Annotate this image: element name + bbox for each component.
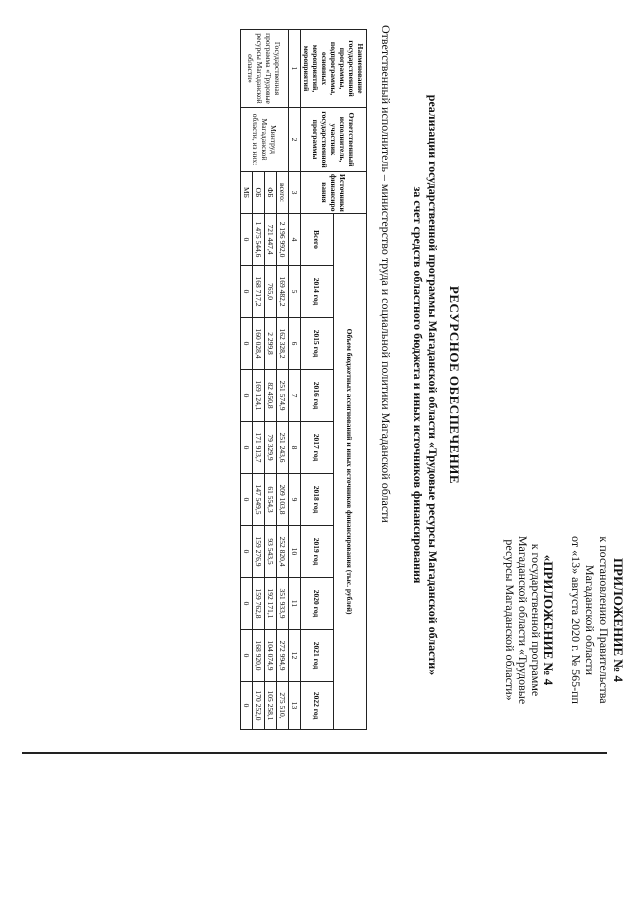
value-cell: 1 475 544,6: [253, 214, 265, 266]
appendix-heading: ПРИЛОЖЕНИЕ № 4: [611, 557, 626, 683]
value-cell: 0: [241, 370, 253, 422]
header-cell: 2015 год: [301, 318, 334, 370]
value-cell: 0: [241, 474, 253, 526]
value-cell: 82 450,8: [265, 370, 277, 422]
appendix-line: к постановлению Правительства: [597, 536, 611, 704]
value-cell: 765,0: [265, 266, 277, 318]
column-number: 1: [289, 30, 301, 108]
column-number: 7: [289, 370, 301, 422]
header-cell: Объем бюджетных ассигнований и иных источников финансирования (тыс. рублей): [334, 214, 367, 730]
value-cell: 160 028,4: [253, 318, 265, 370]
value-cell: 0: [241, 214, 253, 266]
value-cell: 252 820,4: [277, 526, 289, 578]
value-cell: 0: [241, 526, 253, 578]
appendix-inner-line: к государственной программе: [529, 543, 543, 697]
column-number: 13: [289, 682, 301, 730]
value-cell: 2 299,8: [265, 318, 277, 370]
resources-table: [240, 29, 367, 730]
value-cell: 0: [241, 630, 253, 682]
value-cell: 159 762,8: [253, 578, 265, 630]
header-cell: 2018 год: [301, 474, 334, 526]
column-number: 12: [289, 630, 301, 682]
appendix-inner-heading: «ПРИЛОЖЕНИЕ № 4: [541, 554, 556, 686]
value-cell: 171 913,7: [253, 422, 265, 474]
value-cell: 170 252,0: [253, 682, 265, 730]
value-cell: 0: [241, 318, 253, 370]
value-cell: 169 124,1: [253, 370, 265, 422]
column-number: 10: [289, 526, 301, 578]
value-cell: 272 994,9: [277, 630, 289, 682]
title-sub: реализации государственной программы Магаданской области «Трудовые ресурсы Магаданской области»: [426, 94, 440, 676]
source-cell: всего:: [277, 172, 289, 214]
source-cell: ФБ: [265, 172, 277, 214]
header-cell: Источники финансиро вания: [301, 172, 367, 214]
value-cell: 192 171,1: [265, 578, 277, 630]
value-cell: 2 196 992,0: [277, 214, 289, 266]
document-title: [410, 25, 462, 745]
value-cell: 169 482,2: [277, 266, 289, 318]
value-cell: 251 243,6: [277, 422, 289, 474]
table-row: [277, 30, 289, 730]
header-cell: 2019 год: [301, 526, 334, 578]
column-number: 11: [289, 578, 301, 630]
appendix-inner-line: ресурсы Магаданской области»: [503, 539, 517, 701]
table-header-row: [334, 30, 367, 730]
column-number-row: [289, 30, 301, 730]
value-cell: 0: [241, 578, 253, 630]
header-cell: Ответственный исполнитель, участник государственной программы: [301, 108, 367, 172]
header-cell: 2021 год: [301, 630, 334, 682]
header-cell: Наименование государственной программы, подпрограммы, основных мероприятий, мероприятий: [301, 30, 367, 108]
header-cell: 2014 год: [301, 266, 334, 318]
value-cell: 0: [241, 422, 253, 474]
appendix-inner-block: [503, 495, 555, 745]
value-cell: 147 549,5: [253, 474, 265, 526]
value-cell: 0: [241, 682, 253, 730]
value-cell: 168 717,2: [253, 266, 265, 318]
column-number: 9: [289, 474, 301, 526]
value-cell: 104 074,9: [265, 630, 277, 682]
value-cell: 209 103,8: [277, 474, 289, 526]
title-main: РЕСУРСНОЕ ОБЕСПЕЧЕНИЕ: [447, 285, 462, 485]
header-cell: 2016 год: [301, 370, 334, 422]
column-number: 2: [289, 108, 301, 172]
value-cell: 162 328,2: [277, 318, 289, 370]
value-cell: 0: [241, 266, 253, 318]
appendix-inner-line: Магаданской области «Трудовые: [516, 535, 530, 705]
column-number: 8: [289, 422, 301, 474]
executor-line: Ответственный исполнитель – министерство труда и социальной политики Магаданской области: [379, 25, 393, 523]
source-cell: ОБ: [253, 172, 265, 214]
value-cell: 168 920,0: [253, 630, 265, 682]
value-cell: 721 447,4: [265, 214, 277, 266]
rotated-page: [230, 25, 625, 745]
value-cell: 105 258,1: [265, 682, 277, 730]
header-cell: 2017 год: [301, 422, 334, 474]
value-cell: 61 554,3: [265, 474, 277, 526]
value-cell: 251 574,9: [277, 370, 289, 422]
column-number: 6: [289, 318, 301, 370]
appendix-line: от «13» августа 2020 г. № 565-пп: [569, 536, 583, 704]
value-cell: 159 276,9: [253, 526, 265, 578]
program-name-cell: Государственная программа «Трудовые ресурсы Магаданской области»: [241, 30, 289, 108]
title-sub: за счет средств областного бюджета и иных источников финансирования: [411, 186, 425, 584]
value-cell: 351 933,9: [277, 578, 289, 630]
header-cell: Всего: [301, 214, 334, 266]
column-number: 5: [289, 266, 301, 318]
value-cell: 275 510,: [277, 682, 289, 730]
appendix-line: Магаданской области: [583, 564, 597, 676]
appendix-block: [569, 495, 625, 745]
header-cell: 2020 год: [301, 578, 334, 630]
column-number: 3: [289, 172, 301, 214]
value-cell: 79 329,9: [265, 422, 277, 474]
executor-cell: Минтруд Магаданской области, из них:: [241, 108, 289, 172]
value-cell: 93 543,5: [265, 526, 277, 578]
page-rule: [22, 752, 607, 754]
column-number: 4: [289, 214, 301, 266]
source-cell: МБ: [241, 172, 253, 214]
header-cell: 2022 год: [301, 682, 334, 730]
